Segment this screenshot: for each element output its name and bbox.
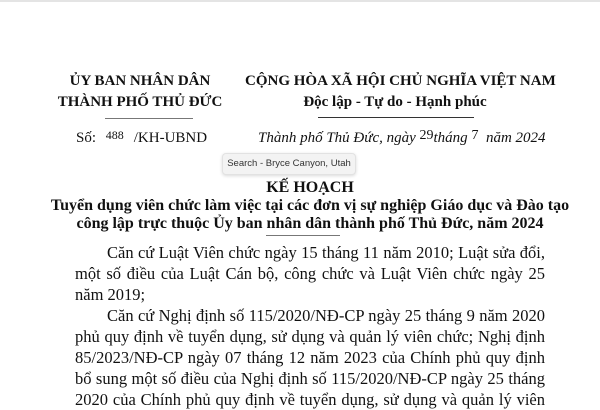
motto-underline <box>318 117 474 118</box>
date-month: 7 <box>471 128 479 143</box>
top-border <box>0 0 600 2</box>
document-heading: KẾ HOẠCH <box>266 179 354 196</box>
paragraph-line: phủ quy định về tuyển dụng, sử dụng và quản lý viên chức; Nghị định <box>75 327 545 346</box>
document-date <box>258 129 546 148</box>
subtitle-line2: công lập trực thuộc Ủy ban nhân dân thành phố Thủ Đức, năm 2024 <box>76 215 544 232</box>
paragraph-line: Căn cứ Nghị định số 115/2020/NĐ-CP ngày 25 tháng 9 năm 2020 <box>107 306 545 325</box>
date-year: năm 2024 <box>485 130 546 146</box>
date-prefix: Thành phố Thủ Đức, ngày <box>258 130 416 146</box>
number-suffix: /KH-UBND <box>133 130 208 146</box>
issuer-line2: THÀNH PHỐ THỦ ĐỨC <box>57 94 223 110</box>
paragraph-line: 2020 của Chính phủ quy định về tuyển dụng, sử dụng và quản lý viên <box>75 390 545 409</box>
paragraph-line: Căn cứ Luật Viên chức ngày 15 tháng 11 năm 2010; Luật sửa đổi, <box>107 243 545 262</box>
title-underline <box>266 235 340 236</box>
number-value: 488 <box>105 128 124 142</box>
date-day: 29 <box>419 128 434 143</box>
motto: Độc lập - Tự do - Hạnh phúc <box>303 94 487 110</box>
nation-line1: CỘNG HÒA XÃ HỘI CHỦ NGHĨA VIỆT NAM <box>245 73 556 89</box>
paragraph-line: một số điều của Luật Cán bộ, công chức và Luật Viên chức ngày 25 <box>75 264 545 283</box>
paragraph-line: bổ sung một số điều của Nghị định số 115/2020/NĐ-CP ngày 25 tháng <box>75 369 545 388</box>
subtitle-line1: Tuyển dụng viên chức làm việc tại các đơn vị sự nghiệp Giáo dục và Đào tạo <box>50 197 570 214</box>
number-label: Số: <box>76 130 97 146</box>
paragraph-line: 85/2023/NĐ-CP ngày 07 tháng 12 năm 2023 của Chính phủ quy định <box>75 348 545 367</box>
search-tooltip: Search - Bryce Canyon, Utah <box>222 153 356 175</box>
issuer-line1: ỦY BAN NHÂN DÂN <box>69 73 211 89</box>
paragraph-line: năm 2019; <box>75 285 146 304</box>
issuer-underline <box>105 118 193 119</box>
date-month-label: tháng <box>433 130 468 146</box>
document-number <box>76 129 207 147</box>
